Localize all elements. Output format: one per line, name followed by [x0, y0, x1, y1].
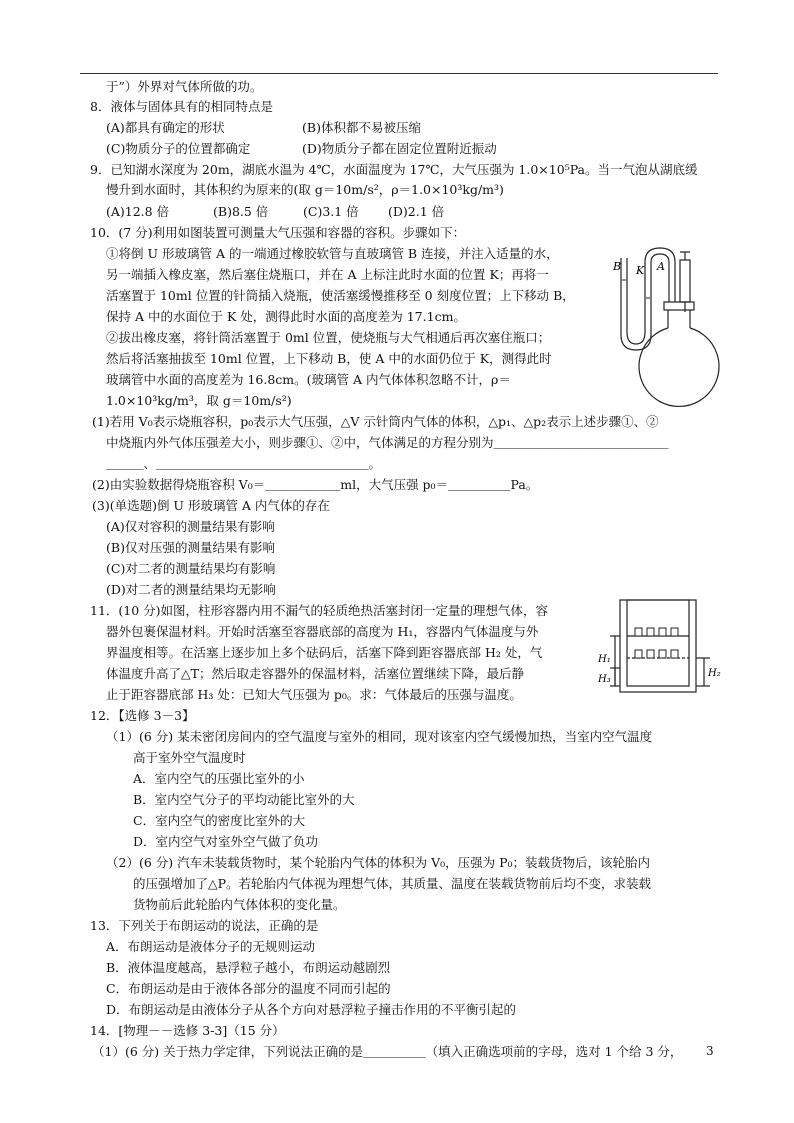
label-b: B — [613, 260, 622, 273]
option-9d: (D)2.1 倍 — [388, 204, 445, 219]
piston-cylinder-figure — [590, 596, 725, 696]
option-8d: (D)物质分子都在固定位置附近振动 — [302, 141, 497, 156]
text-line: 中烧瓶内外气体压强差大小，则步骤①、②中，气体满足的方程分别为＿＿＿＿＿＿＿＿＿＿＿＿＿＿ — [106, 435, 669, 450]
weight — [659, 628, 666, 636]
option-9c: (C)3.1 倍 — [303, 204, 359, 219]
text-line: 慢升到水面时，其体积约为原来的(取 g＝10m/s²，ρ＝1.0×10³kg/m³) — [106, 182, 504, 197]
option-13c: C．布朗运动是由于液体各部分的温度不同而引起的 — [106, 981, 391, 996]
option-9a: (A)12.8 倍 — [106, 204, 170, 219]
option-9b: (B)8.5 倍 — [213, 204, 269, 219]
option-10d: (D)对二者的测量结果均无影响 — [106, 582, 276, 597]
flask-apparatus-figure — [600, 240, 720, 410]
weight — [635, 650, 642, 658]
question-10-part-3: (3)(单选题)倒 U 形玻璃管 A 内气体的存在 — [92, 498, 330, 513]
question-14-part-1: （1）(6 分) 关于热力学定律，下列说法正确的是＿＿＿＿＿（填入正确选项前的字母，选对 1 个给 3 分， — [92, 1044, 683, 1059]
text-line: 玻璃管中水面的高度差为 16.8cm。(玻璃管 A 内气体体积忽略不计，ρ＝ — [106, 372, 511, 387]
text-line: 保持 A 中的水面位于 K 处，测得此时水面的高度差为 17.1cm。 — [106, 309, 466, 324]
text-line: 高于室外空气温度时 — [133, 750, 246, 765]
text-line: 另一端插入橡皮塞，然后塞住烧瓶口，并在 A 上标注此时水面的位置 K；再将一 — [106, 267, 549, 282]
question-12-header: 12．【选修 3－3】 — [90, 708, 195, 723]
option-12c: C．室内空气的密度比室外的大 — [133, 813, 306, 828]
question-13-stem: 13．下列关于布朗运动的说法，正确的是 — [90, 918, 319, 933]
weight — [659, 650, 666, 658]
option-8b: (B)体积都不易被压缩 — [302, 120, 421, 135]
text-line: 体温度升高了△T；然后取走容器外的保温材料，活塞位置继续下降，最后静 — [106, 666, 524, 681]
header-rule — [80, 73, 718, 74]
question-10-part-1: (1)若用 V₀表示烧瓶容积，p₀表示大气压强，△V 示针筒内气体的体积，△p₁、△p₂表示上述步骤①、② — [92, 414, 659, 429]
weight — [671, 628, 678, 636]
text-line: 的压强增加了△P。若轮胎内气体视为理想气体，其质量、温度在装载货物前后均不变，求装载 — [133, 876, 652, 891]
question-11-stem: 11．(10 分)如图，柱形容器内用不漏气的轻质绝热活塞封闭一定量的理想气体，容 — [90, 603, 549, 618]
text-line: 货物前后此轮胎内气体体积的变化量。 — [133, 897, 346, 912]
option-10b: (B)仅对压强的测量结果有影响 — [106, 540, 275, 555]
question-14-header: 14．[物理－－选修 3-3]（15 分） — [90, 1023, 285, 1038]
option-10c: (C)对二者的测量结果均有影响 — [106, 561, 276, 576]
text-line: 1.0×10³kg/m³，取 g＝10m/s²) — [106, 393, 292, 408]
text-line: ①将倒 U 形玻璃管 A 的一端通过橡胶软管与直玻璃管 B 连接，并注入适量的水， — [106, 246, 559, 261]
option-13a: A．布朗运动是液体分子的无规则运动 — [106, 939, 316, 954]
weight — [671, 650, 678, 658]
text-line: ②拔出橡皮塞，将针筒活塞置于 0ml 位置，使烧瓶与大气相通后再次塞住瓶口； — [106, 330, 551, 345]
question-10-part-2: (2)由实验数据得烧瓶容积 V₀＝＿＿＿＿＿＿ml，大气压强 p₀＝＿＿＿＿＿Pa。 — [92, 477, 539, 492]
label-h2: H₂ — [708, 668, 721, 679]
text-line: 界温度相等。在活塞上逐步加上多个砝码后，活塞下降到距容器底部 H₂ 处，气 — [106, 645, 543, 660]
option-12a: A．室内空气的压强比室外的小 — [133, 771, 305, 786]
weight — [647, 628, 654, 636]
question-8-stem: 8．液体与固体具有的相同特点是 — [90, 99, 273, 114]
question-12-part-2: （2）(6 分) 汽车未装载货物时，某个轮胎内气体的体积为 V₀，压强为 P₀；装载货物后，该轮胎内 — [106, 855, 651, 870]
weight — [635, 628, 642, 636]
text-line: ＿＿＿、＿＿＿＿＿＿＿＿＿＿＿＿＿＿＿＿＿。 — [106, 456, 382, 471]
text-line: 活塞置于 10ml 位置的针筒插入烧瓶，使活塞缓慢推移至 0 刻度位置；上下移动 B， — [106, 288, 575, 303]
option-10a: (A)仅对容积的测量结果有影响 — [106, 519, 275, 534]
text-line: 器外包裹保温材料。开始时活塞至容器底部的高度为 H₁，容器内气体温度与外 — [106, 624, 539, 639]
question-10-stem: 10．(7 分)利用如图装置可测量大气压强和容器的容积。步骤如下： — [90, 225, 466, 240]
text-line: 然后将活塞抽拔至 10ml 位置，上下移动 B，使 A 中的水面仍位于 K，测得此时 — [106, 351, 552, 366]
option-12b: B．室内空气分子的平均动能比室外的大 — [133, 792, 355, 807]
option-12d: D．室内空气对室外空气做了负功 — [133, 834, 319, 849]
text-line: 于”）外界对气体所做的功。 — [106, 79, 263, 94]
question-9-stem: 9．已知湖水深度为 20m，湖底水温为 4℃，水面温度为 17℃，大气压强为 1.0×10⁵Pa。当一气泡从湖底缓 — [90, 162, 698, 177]
question-12-part-1: （1）(6 分) 某未密闭房间内的空气温度与室外的相同，现对该室内空气缓慢加热，当室内空气温度 — [106, 729, 653, 744]
label-a: A — [657, 260, 665, 273]
option-8c: (C)物质分子的位置都确定 — [106, 141, 251, 156]
option-13d: D．布朗运动是由液体分子从各个方向对悬浮粒子撞击作用的不平衡引起的 — [106, 1002, 517, 1017]
page-number: 3 — [706, 1044, 714, 1058]
option-8a: (A)都具有确定的形状 — [106, 120, 225, 135]
label-k: K — [636, 264, 645, 277]
weight — [647, 650, 654, 658]
text-line: 止于距容器底部 H₃ 处：已知大气压强为 p₀。求：气体最后的压强与温度。 — [106, 687, 522, 702]
label-h3: H₃ — [598, 674, 611, 685]
label-h1: H₁ — [598, 654, 611, 665]
option-13b: B．液体温度越高，悬浮粒子越小，布朗运动越剧烈 — [106, 960, 391, 975]
